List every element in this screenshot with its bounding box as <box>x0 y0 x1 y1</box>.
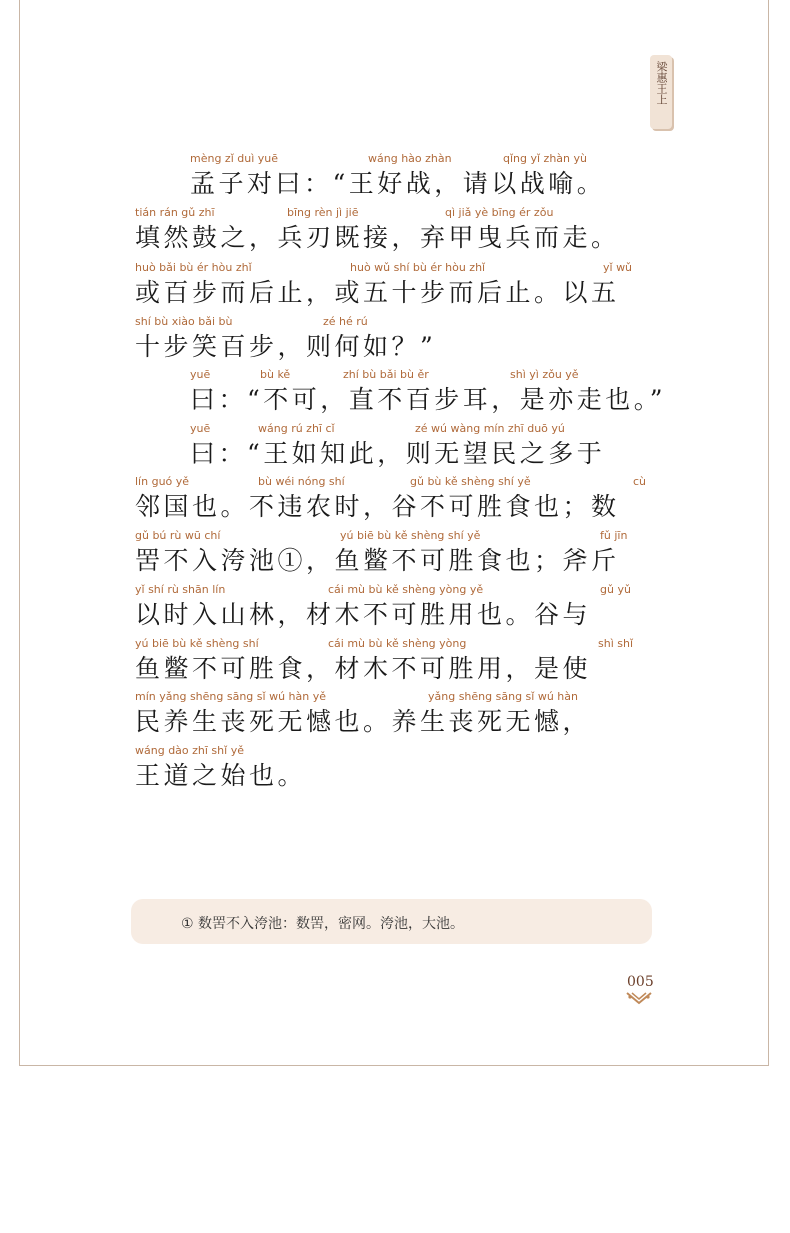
pinyin-group: wáng hào zhàn <box>368 152 452 165</box>
pinyin-group: yǐ shí rù shān lín <box>135 583 226 596</box>
pinyin-group: zé wú wàng mín zhī duō yú <box>415 422 565 435</box>
pinyin-group: bù kě <box>260 368 291 381</box>
pinyin-group: gǔ yǔ <box>600 583 631 596</box>
text-line: 以时入山林，材木不可胜用也。谷与 <box>135 600 592 629</box>
pinyin-group: wáng rú zhī cǐ <box>258 422 335 435</box>
pinyin-group: fǔ jīn <box>600 529 628 542</box>
pinyin-group: yú biē bù kě shèng shí yě <box>340 529 481 542</box>
pinyin-group: qì jiǎ yè bīng ér zǒu <box>445 206 554 219</box>
pinyin-group: gǔ bú rù wū chí <box>135 529 221 542</box>
chapter-tab <box>650 55 672 129</box>
text-line: 填然鼓之，兵刃既接，弃甲曳兵而走。 <box>135 223 620 252</box>
pinyin-group: wáng dào zhī shǐ yě <box>135 744 244 757</box>
pinyin-group: huò wǔ shí bù ér hòu zhǐ <box>350 261 486 274</box>
footnote-box <box>131 899 652 944</box>
pinyin-group: shì yì zǒu yě <box>510 368 579 381</box>
pinyin-group: bù wéi nóng shí <box>258 475 345 488</box>
pinyin-group: yǎng shēng sāng sǐ wú hàn <box>428 690 578 703</box>
page-number: 005 <box>627 974 654 990</box>
footnote-text: ① 数罟不入洿池：数罟，密网。洿池，大池。 <box>181 916 464 932</box>
text-line: 罟不入洿池①，鱼鳖不可胜食也；斧斤 <box>135 546 620 575</box>
text-line: 邻国也。不违农时，谷不可胜食也；数 <box>135 492 620 521</box>
text-line: 曰：“不可，直不百步耳，是亦走也。” <box>190 385 667 414</box>
pinyin-group: yuē <box>190 422 211 435</box>
pinyin-group: huò bǎi bù ér hòu zhǐ <box>135 261 252 274</box>
text-line: 王道之始也。 <box>135 761 307 790</box>
page-ornament-icon <box>626 991 652 1005</box>
pinyin-group: yú biē bù kě shèng shí <box>135 637 259 650</box>
chapter-tab-label: 梁惠王上 <box>655 61 668 105</box>
pinyin-group: lín guó yě <box>135 475 190 488</box>
pinyin-group: bīng rèn jì jiē <box>287 206 359 219</box>
text-line: 曰：“王如知此，则无望民之多于 <box>190 439 606 468</box>
text-line: 民养生丧死无憾也。养生丧死无憾， <box>135 707 592 736</box>
pinyin-group: yuē <box>190 368 211 381</box>
text-line: 鱼鳖不可胜食，材木不可胜用，是使 <box>135 654 592 683</box>
text-line: 孟子对曰：“王好战，请以战喻。 <box>190 169 606 198</box>
pinyin-group: gǔ bù kě shèng shí yě <box>410 475 531 488</box>
pinyin-group: zé hé rú <box>323 315 368 328</box>
pinyin-group: zhí bù bǎi bù ěr <box>343 368 429 381</box>
text-line: 或百步而后止，或五十步而后止。以五 <box>135 278 620 307</box>
pinyin-group: tián rán gǔ zhī <box>135 206 215 219</box>
pinyin-group: qǐng yǐ zhàn yù <box>503 152 587 165</box>
text-line: 十步笑百步，则何如？” <box>135 332 437 361</box>
pinyin-group: shí bù xiào bǎi bù <box>135 315 233 328</box>
pinyin-group: cái mù bù kě shèng yòng yě <box>328 583 484 596</box>
pinyin-group: yǐ wǔ <box>603 261 633 274</box>
pinyin-group: mín yǎng shēng sāng sǐ wú hàn yě <box>135 690 326 703</box>
pinyin-group: cù <box>633 475 647 488</box>
pinyin-group: cái mù bù kě shèng yòng <box>328 637 467 650</box>
pinyin-group: mèng zǐ duì yuē <box>190 152 279 165</box>
pinyin-group: shì shǐ <box>598 637 634 650</box>
